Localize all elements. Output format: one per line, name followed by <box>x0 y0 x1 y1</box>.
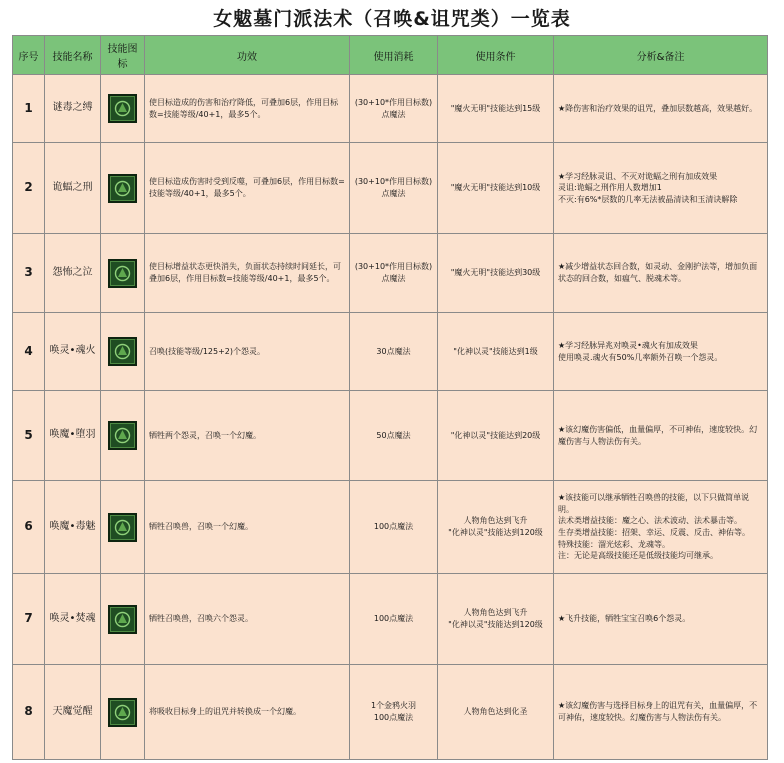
skill-condition: "化神以灵"技能达到20级 <box>438 391 554 481</box>
skill-name: 唤魔•毒魅 <box>45 481 101 574</box>
skill-cost: (30+10*作用目标数)点魔法 <box>350 75 438 143</box>
soul-fire-icon <box>108 337 137 366</box>
skill-effect: 将吸收目标身上的诅咒并转换成一个幻魔。 <box>145 665 350 760</box>
skill-name: 唤魔•堕羽 <box>45 391 101 481</box>
skill-condition: 人物角色达到飞升 "化神以灵"技能达到120级 <box>438 574 554 665</box>
row-number: 3 <box>13 234 45 313</box>
skill-condition: "魔火无明"技能达到15级 <box>438 75 554 143</box>
table-row <box>13 665 768 760</box>
skill-cost: (30+10*作用目标数)点魔法 <box>350 143 438 234</box>
skill-cost: (30+10*作用目标数)点魔法 <box>350 234 438 313</box>
skill-effect: 牺牲召唤兽，召唤六个怨灵。 <box>145 574 350 665</box>
header-effect: 功效 <box>145 36 350 75</box>
skill-icon-cell <box>101 234 145 313</box>
skill-condition: 人物角色达到化圣 <box>438 665 554 760</box>
skill-icon-cell <box>101 665 145 760</box>
skill-note: ★减少增益状态回合数，如灵动、金刚护法等，增加负面状态的回合数，如瘟气、脱魂术等。 <box>554 234 768 313</box>
skill-cost: 1个金鸦火羽 100点魔法 <box>350 665 438 760</box>
skill-condition: 人物角色达到飞升 "化神以灵"技能达到120级 <box>438 481 554 574</box>
row-number: 1 <box>13 75 45 143</box>
fear-weep-icon <box>108 259 137 288</box>
skill-icon-cell <box>101 481 145 574</box>
poison-charm-icon <box>108 513 137 542</box>
row-number: 7 <box>13 574 45 665</box>
table-row <box>13 143 768 234</box>
skill-effect: 牺牲召唤兽，召唤一个幻魔。 <box>145 481 350 574</box>
page-title: 女魃墓门派法术（召唤&诅咒类）一览表 <box>213 8 571 30</box>
skill-note: ★该技能可以继承牺牲召唤兽的技能，以下只做简单说明。 法术类增益技能：魔之心、法术波动、法术暴击等。 生存类增益技能：招架、幸运、反震、反击、神佑等。 特殊技能：溜光炫彩、龙魂等。 注：无论是高级技能还是低级技能均可继承。 <box>554 481 768 574</box>
fallen-feather-icon <box>108 421 137 450</box>
skill-name: 怨怖之泣 <box>45 234 101 313</box>
row-number: 8 <box>13 665 45 760</box>
skill-name: 唤灵•焚魂 <box>45 574 101 665</box>
skill-condition: "魔火无明"技能达到30级 <box>438 234 554 313</box>
table-row <box>13 234 768 313</box>
skill-icon-cell <box>101 574 145 665</box>
header-name: 技能名称 <box>45 36 101 75</box>
header-icon: 技能图标 <box>101 36 145 75</box>
skill-icon-cell <box>101 313 145 391</box>
skill-condition: "魔火无明"技能达到10级 <box>438 143 554 234</box>
skill-name: 唤灵•魂火 <box>45 313 101 391</box>
skill-cost: 30点魔法 <box>350 313 438 391</box>
skill-name: 天魔觉醒 <box>45 665 101 760</box>
header-no: 序号 <box>13 36 45 75</box>
skill-cost: 100点魔法 <box>350 574 438 665</box>
header-cost: 使用消耗 <box>350 36 438 75</box>
skill-effect: 召唤(技能等级/125+2)个怨灵。 <box>145 313 350 391</box>
row-number: 2 <box>13 143 45 234</box>
table-row <box>13 574 768 665</box>
table-row <box>13 481 768 574</box>
skill-note: ★该幻魔伤害与选择目标身上的诅咒有关，血量偏厚，不可神佑，速度较快。幻魔伤害与人物法伤有关。 <box>554 665 768 760</box>
skill-note: ★学习经脉灵诅、不灭对诡蝠之刑有加成效果 灵诅:诡蝠之刑作用人数增加1 不灭:有6%*层数的几率无法被晶清诀和玉清诀解除 <box>554 143 768 234</box>
skill-cost: 50点魔法 <box>350 391 438 481</box>
demon-awaken-icon <box>108 698 137 727</box>
skill-icon-cell <box>101 391 145 481</box>
skill-note: ★降伤害和治疗效果的诅咒，叠加层数越高，效果越好。 <box>554 75 768 143</box>
skill-icon-cell <box>101 75 145 143</box>
header-note: 分析&备注 <box>554 36 768 75</box>
burn-soul-icon <box>108 605 137 634</box>
skill-note: ★飞升技能，牺牲宝宝召唤6个怨灵。 <box>554 574 768 665</box>
skill-effect: 牺牲两个怨灵，召唤一个幻魔。 <box>145 391 350 481</box>
row-number: 5 <box>13 391 45 481</box>
table-row <box>13 75 768 143</box>
poison-bind-icon <box>108 94 137 123</box>
skill-table <box>12 35 768 760</box>
skill-effect: 使目标增益状态更快消失，负面状态持续时间延长，可叠加6层，作用目标数=技能等级/40+1，最多5个。 <box>145 234 350 313</box>
skill-effect: 使目标造成伤害时受到反噬，可叠加6层，作用目标数=技能等级/40+1，最多5个。 <box>145 143 350 234</box>
table-row <box>13 391 768 481</box>
skill-note: ★学习经脉异兆对唤灵•魂火有加成效果 使用唤灵.魂火有50%几率额外召唤一个怨灵。 <box>554 313 768 391</box>
header-row <box>13 36 768 75</box>
skill-name: 诡蝠之刑 <box>45 143 101 234</box>
skill-note: ★该幻魔伤害偏低，血量偏厚，不可神佑，速度较快。幻魔伤害与人物法伤有关。 <box>554 391 768 481</box>
row-number: 4 <box>13 313 45 391</box>
table-row <box>13 313 768 391</box>
bat-curse-icon <box>108 174 137 203</box>
header-condition: 使用条件 <box>438 36 554 75</box>
skill-effect: 使目标造成的伤害和治疗降低，可叠加6层，作用目标数=技能等级/40+1，最多5个。 <box>145 75 350 143</box>
row-number: 6 <box>13 481 45 574</box>
skill-icon-cell <box>101 143 145 234</box>
skill-cost: 100点魔法 <box>350 481 438 574</box>
skill-name: 谜毒之缚 <box>45 75 101 143</box>
skill-condition: "化神以灵"技能达到1级 <box>438 313 554 391</box>
